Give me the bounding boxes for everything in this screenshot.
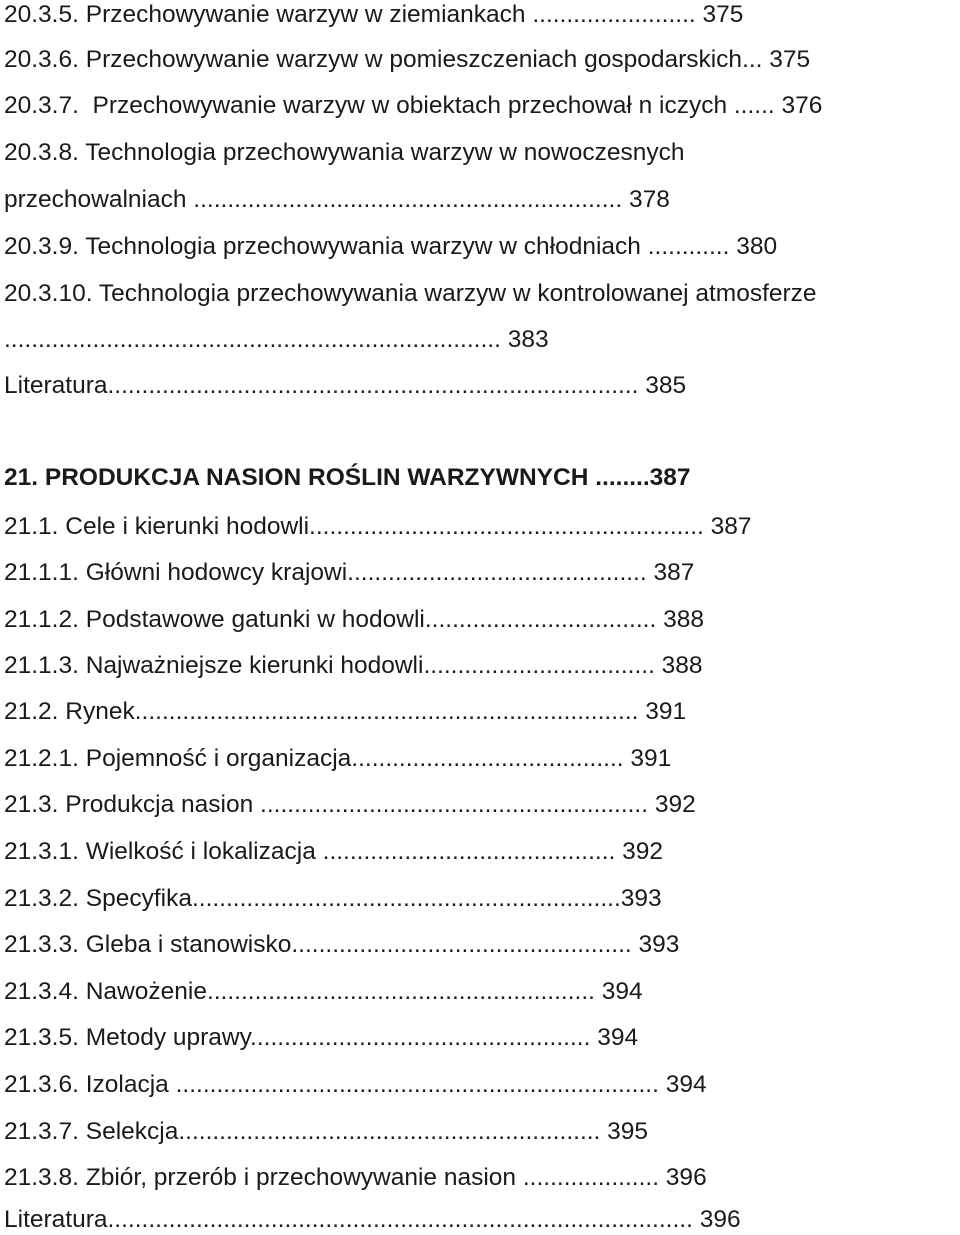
toc-entry-21-2: 21.2. Rynek.......................................................................... 391 — [4, 698, 687, 725]
toc-entry-21-1-3: 21.1.3. Najważniejsze kierunki hodowli.................................. 388 — [4, 652, 703, 679]
toc-entry-20-3-6: 20.3.6. Przechowywanie warzyw w pomieszczeniach gospodarskich... 375 — [4, 46, 811, 73]
toc-entry-20-3-10-cont: ......................................................................... 383 — [4, 326, 549, 353]
toc-entry-20-3-7: 20.3.7. Przechowywanie warzyw w obiektach przechował n iczych ...... 376 — [4, 92, 823, 119]
toc-entry-21-1-1: 21.1.1. Główni hodowcy krajowi............................................ 387 — [4, 559, 695, 586]
toc-entry-21-3-7: 21.3.7. Selekcja.............................................................. 395 — [4, 1118, 649, 1145]
toc-entry-20-3-10: 20.3.10. Technologia przechowywania warzyw w kontrolowanej atmosferze — [4, 280, 817, 307]
toc-entry-literatura-21: Literatura...................................................................................... 396 — [4, 1206, 741, 1233]
toc-entry-21-3-3: 21.3.3. Gleba i stanowisko.................................................. 393 — [4, 931, 680, 958]
toc-entry-20-3-9: 20.3.9. Technologia przechowywania warzyw w chłodniach ............ 380 — [4, 233, 778, 260]
toc-entry-21-3-2: 21.3.2. Specyfika...............................................................393 — [4, 885, 662, 912]
toc-entry-21-3-1: 21.3.1. Wielkość i lokalizacja ........................................... 392 — [4, 838, 664, 865]
toc-entry-20-3-8-cont: przechowalniach ............................................................... 378 — [4, 186, 670, 213]
toc-entry-21-3-5: 21.3.5. Metody uprawy.................................................. 394 — [4, 1024, 639, 1051]
toc-entry-21-1-2: 21.1.2. Podstawowe gatunki w hodowli.................................. 388 — [4, 606, 704, 633]
toc-entry-literatura-20: Literatura.............................................................................. 385 — [4, 372, 687, 399]
toc-entry-21-3-6: 21.3.6. Izolacja ....................................................................... 394 — [4, 1071, 707, 1098]
toc-entry-21-3-4: 21.3.4. Nawożenie......................................................... 394 — [4, 978, 643, 1005]
toc-chapter-21-heading: 21. PRODUKCJA NASION ROŚLIN WARZYWNYCH ........387 — [4, 464, 691, 491]
toc-entry-21-1: 21.1. Cele i kierunki hodowli.......................................................... 387 — [4, 513, 752, 540]
toc-entry-20-3-5: 20.3.5. Przechowywanie warzyw w ziemiankach ........................ 375 — [4, 1, 744, 28]
toc-entry-21-3-8: 21.3.8. Zbiór, przerób i przechowywanie nasion .................... 396 — [4, 1164, 707, 1191]
toc-entry-21-2-1: 21.2.1. Pojemność i organizacja........................................ 391 — [4, 745, 672, 772]
toc-entry-20-3-8: 20.3.8. Technologia przechowywania warzyw w nowoczesnych — [4, 139, 685, 166]
toc-entry-21-3: 21.3. Produkcja nasion ......................................................... 392 — [4, 791, 696, 818]
